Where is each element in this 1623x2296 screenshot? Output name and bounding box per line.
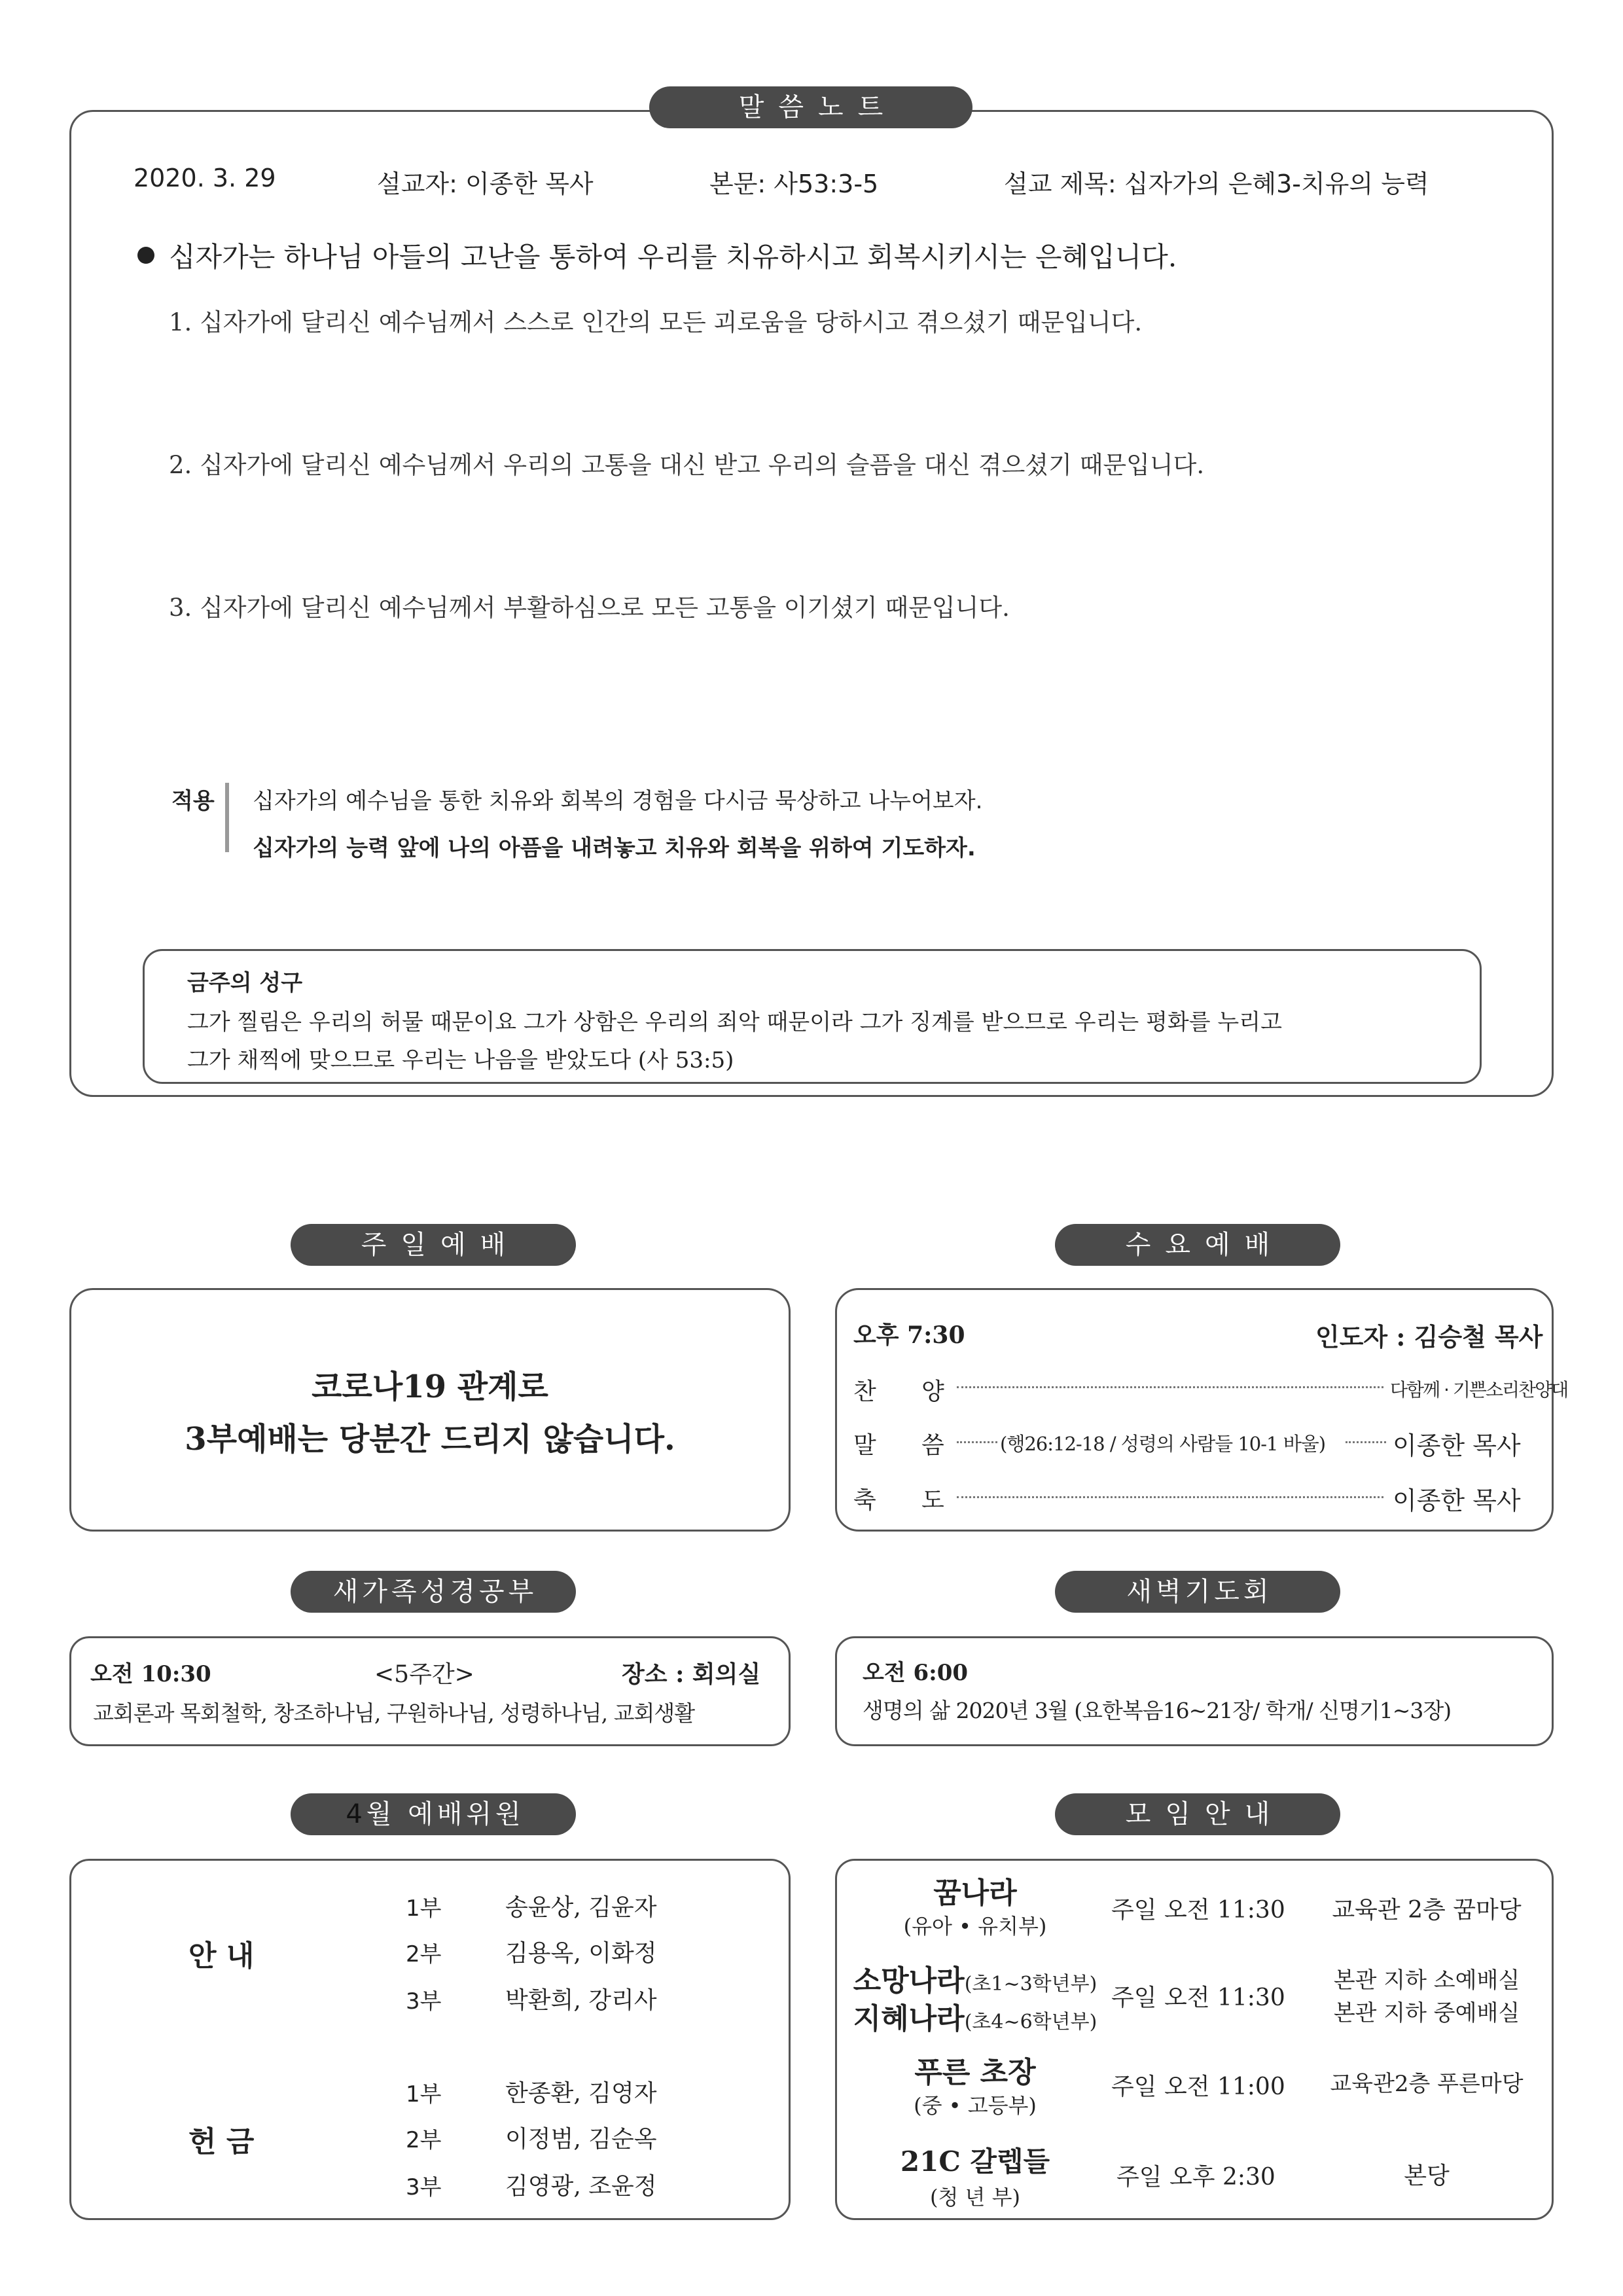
servers-group-offering-label: 헌 금 — [188, 2125, 255, 2159]
dawn-prayer-box — [835, 1636, 1554, 1746]
wed-row-blessing-label-b: 도 — [921, 1487, 944, 1514]
wed-row-praise-label-b: 양 — [921, 1378, 944, 1405]
main-point-text: 십자가는 하나님 아들의 고난을 통하여 우리를 치유하시고 회복시키시는 은혜입니다. — [169, 241, 1177, 273]
wed-row-word-value: 이종한 목사 — [1393, 1431, 1521, 1460]
sermon-note-title: 말씀노트 — [649, 86, 972, 128]
wed-row-praise-leader-dots — [957, 1386, 1383, 1388]
meeting-2-place: 본관 지하 소예배실 — [1333, 1967, 1520, 1994]
family-study-box — [69, 1636, 791, 1746]
wednesday-time: 오후 7:30 — [853, 1321, 965, 1349]
meeting-4-time: 주일 오후 2:30 — [1116, 2164, 1275, 2191]
meeting-3-sub: (중 • 고등부) — [914, 2093, 1037, 2118]
servers-guide-names-3: 박환희, 강리사 — [505, 1987, 657, 2014]
sermon-point-3: 3. 십자가에 달리신 예수님께서 부활하심으로 모든 고통을 이기셨기 때문입니다. — [169, 594, 1010, 622]
meeting-2-name — [849, 1957, 1101, 1999]
meeting-2-name2-sub: (초4~6학년부) — [964, 2011, 1097, 2034]
servers-guide-part-3: 3부 — [406, 1988, 442, 2015]
sermon-main-point — [137, 236, 1177, 275]
wed-row-word-dots-b — [1346, 1441, 1386, 1443]
servers-offering-names-3: 김영광, 조윤정 — [505, 2173, 657, 2200]
meeting-4-name: 21C 갈렙들 — [900, 2145, 1050, 2178]
meeting-4-place: 본당 — [1404, 2162, 1450, 2189]
servers-guide-names-1: 송윤상, 김윤자 — [505, 1894, 657, 1921]
servers-guide-part-2: 2부 — [406, 1941, 442, 1967]
servers-title-num: 4 — [346, 1799, 366, 1829]
wednesday-service-title: 수요예배 — [1055, 1224, 1340, 1266]
wed-row-praise-label-a: 찬 — [853, 1378, 876, 1405]
apply-label: 적용 — [171, 788, 215, 814]
servers-title-rest: 월 예배위원 — [366, 1799, 525, 1829]
dawn-prayer-time: 오전 6:00 — [863, 1660, 969, 1686]
wednesday-leader: 인도자 : 김승철 목사 — [1315, 1322, 1543, 1352]
weekly-verse-label: 금주의 성구 — [187, 970, 303, 996]
meeting-3-time: 주일 오전 11:00 — [1111, 2073, 1285, 2100]
weekly-verse-line-1: 그가 찔림은 우리의 허물 때문이요 그가 상함은 우리의 죄악 때문이라 그가 징계를 받으므로 우리는 평화를 누리고 — [187, 1009, 1282, 1035]
family-study-place: 장소 : 회의실 — [622, 1660, 761, 1688]
wed-row-word-label-a: 말 — [853, 1432, 876, 1459]
sermon-point-2: 2. 십자가에 달리신 예수님께서 우리의 고통을 대신 받고 우리의 슬픔을 대신 겪으셨기 때문입니다. — [169, 451, 1205, 479]
servers-offering-names-2: 이정범, 김순옥 — [505, 2126, 657, 2153]
apply-line-2: 십자가의 능력 앞에 나의 아픔을 내려놓고 치유와 회복을 위하여 기도하자. — [253, 835, 976, 861]
meeting-3-place: 교육관2층 푸른마당 — [1330, 2071, 1524, 2097]
family-study-time: 오전 10:30 — [90, 1661, 211, 1687]
bullet-icon — [137, 247, 154, 264]
meeting-1-time: 주일 오전 11:30 — [1111, 1897, 1285, 1924]
servers-offering-part-1: 1부 — [406, 2081, 442, 2108]
meeting-2-name-sub: (초1~3학년부) — [964, 1973, 1097, 1996]
dawn-prayer-desc: 생명의 삶 2020년 3월 (요한복음16~21장/ 학개/ 신명기1~3장) — [863, 1698, 1452, 1723]
sermon-point-1: 1. 십자가에 달리신 예수님께서 스스로 인간의 모든 괴로움을 당하시고 겪으셨기 때문입니다. — [169, 308, 1143, 336]
sermon-scripture: 본문: 사53:3-5 — [709, 170, 879, 198]
family-study-duration: <5주간> — [374, 1661, 474, 1688]
servers-guide-part-1: 1부 — [406, 1895, 442, 1922]
meeting-2-place2: 본관 지하 중예배실 — [1333, 2000, 1520, 2026]
wed-row-blessing-value: 이종한 목사 — [1393, 1486, 1521, 1515]
servers-offering-part-2: 2부 — [406, 2127, 442, 2153]
meeting-2-time: 주일 오전 11:30 — [1111, 1984, 1285, 2011]
wed-row-blessing-label-a: 축 — [853, 1487, 876, 1514]
servers-title — [291, 1793, 576, 1835]
wed-row-word-label-b: 씀 — [921, 1432, 944, 1459]
meeting-2-name-main: 소망나라 — [853, 1964, 965, 1998]
wed-row-word-mid: (행26:12-18 / 성령의 사람들 10-1 바울) — [1000, 1433, 1326, 1455]
wed-row-blessing-dots — [957, 1496, 1383, 1498]
meeting-3-name: 푸른 초장 — [914, 2056, 1036, 2089]
sermon-preacher: 설교자: 이종한 목사 — [377, 170, 594, 198]
servers-offering-part-3: 3부 — [406, 2174, 442, 2200]
apply-divider — [225, 783, 229, 852]
meeting-2-name2 — [849, 1995, 1101, 2037]
meeting-4-sub: (청 년 부) — [929, 2185, 1021, 2210]
meetings-title: 모임안내 — [1055, 1793, 1340, 1835]
meeting-1-name: 꿈나라 — [933, 1876, 1017, 1910]
sunday-service-title: 주일예배 — [291, 1224, 576, 1266]
family-study-topics: 교회론과 목회철학, 창조하나님, 구원하나님, 성령하나님, 교회생활 — [93, 1700, 695, 1726]
wed-row-word-dots-a — [957, 1441, 997, 1443]
apply-line-1: 십자가의 예수님을 통한 치유와 회복의 경험을 다시금 묵상하고 나누어보자. — [253, 788, 983, 814]
wed-row-praise-value: 다함께 · 기쁜소리찬양대 — [1390, 1379, 1568, 1401]
sunday-notice-line-1: 코로나19 관계로 — [312, 1369, 548, 1405]
servers-group-guide-label: 안 내 — [188, 1939, 255, 1973]
meeting-2-name2-main: 지혜나라 — [853, 2002, 965, 2036]
servers-guide-names-2: 김용옥, 이화정 — [505, 1940, 657, 1967]
dawn-prayer-title: 새벽기도회 — [1055, 1571, 1340, 1613]
sunday-service-box — [69, 1288, 791, 1532]
sunday-notice-line-2: 3부예배는 당분간 드리지 않습니다. — [185, 1421, 675, 1458]
meeting-1-place: 교육관 2층 꿈마당 — [1332, 1897, 1522, 1924]
weekly-verse-line-2: 그가 채찍에 맞으므로 우리는 나음을 받았도다 (사 53:5) — [187, 1047, 734, 1073]
sermon-title: 설교 제목: 십자가의 은혜3-치유의 능력 — [1004, 170, 1429, 198]
meeting-1-sub: (유아 • 유치부) — [903, 1914, 1047, 1939]
sermon-date: 2020. 3. 29 — [134, 164, 276, 192]
family-study-title: 새가족성경공부 — [291, 1571, 576, 1613]
servers-offering-names-1: 한종환, 김영자 — [505, 2080, 657, 2107]
